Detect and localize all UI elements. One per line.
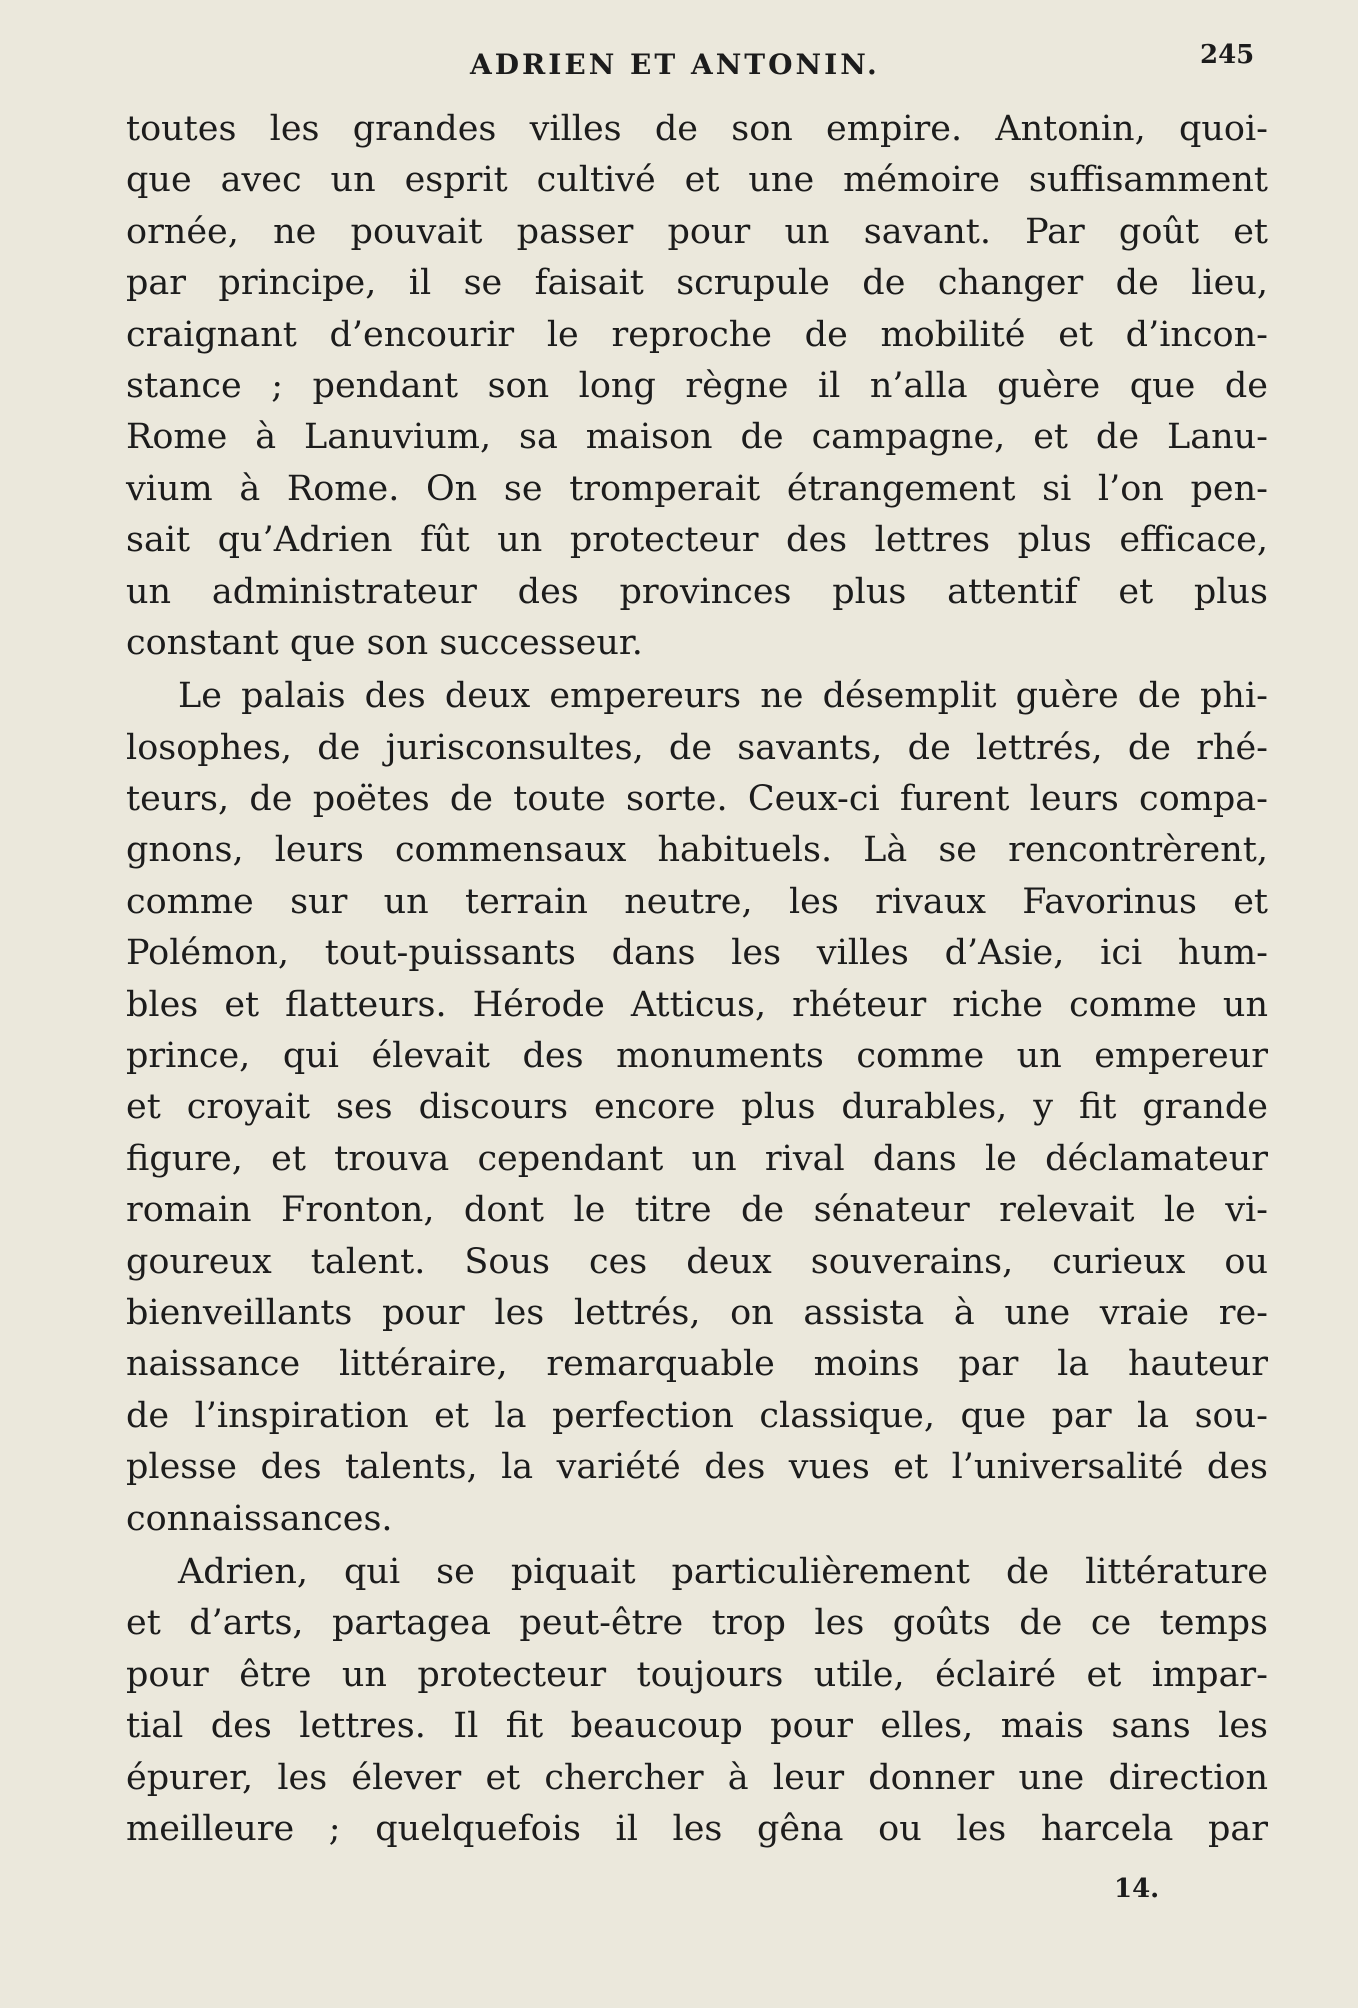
text-line: meilleure ; quelquefois il les gêna ou les harcela par (126, 1808, 1268, 1849)
text-line: stance ; pendant son long règne il n’alla guère que de (126, 365, 1268, 406)
text-line: connaissances. (126, 1498, 393, 1539)
text-line: romain Fronton, dont le titre de sénateur relevait le vi- (126, 1190, 1268, 1231)
text-line: constant que son successeur. (126, 622, 643, 663)
text-line: Le palais des deux empereurs ne désemplit guère de phi- (178, 676, 1268, 717)
body-text (126, 104, 1268, 1855)
running-title: ADRIEN ET ANTONIN. (470, 48, 880, 81)
page-number: 245 (1200, 40, 1255, 70)
text-line: teurs, de poëtes de toute sorte. Ceux-ci furent leurs compa- (126, 779, 1268, 820)
text-line: comme sur un terrain neutre, les rivaux Favorinus et (126, 881, 1268, 922)
text-line: et croyait ses discours encore plus durables, y fit grande (126, 1087, 1268, 1128)
text-line: plesse des talents, la variété des vues et l’universalité des (126, 1447, 1268, 1488)
text-line: Polémon, tout-puissants dans les villes d’Asie, ici hum- (126, 933, 1268, 974)
text-line: prince, qui élevait des monuments comme un empereur (126, 1036, 1268, 1077)
text-line: figure, et trouva cependant un rival dans le déclamateur (126, 1138, 1268, 1179)
text-line: ornée, ne pouvait passer pour un savant. Par goût et (126, 211, 1268, 252)
text-line: un administrateur des provinces plus attentif et plus (126, 571, 1268, 612)
text-line: que avec un esprit cultivé et une mémoire suffisamment (126, 160, 1268, 201)
paragraph-3 (126, 1547, 1268, 1855)
text-line: Rome à Lanuvium, sa maison de campagne, et de Lanu- (126, 417, 1268, 458)
paragraph-1 (126, 104, 1268, 669)
text-line: Adrien, qui se piquait particulièrement de littérature (178, 1551, 1268, 1592)
text-line: et d’arts, partagea peut-être trop les goûts de ce temps (126, 1603, 1268, 1644)
text-line: gnons, leurs commensaux habituels. Là se rencontrèrent, (126, 830, 1268, 871)
text-line: tial des lettres. Il fit beaucoup pour elles, mais sans les (126, 1706, 1268, 1747)
text-line: craignant d’encourir le reproche de mobilité et d’incon- (126, 314, 1268, 355)
text-line: de l’inspiration et la perfection classique, que par la sou- (126, 1395, 1268, 1436)
paragraph-2 (126, 671, 1268, 1545)
text-line: losophes, de jurisconsultes, de savants, de lettrés, de rhé- (126, 727, 1268, 768)
text-line: sait qu’Adrien fût un protecteur des lettres plus efficace, (126, 520, 1268, 561)
text-line: bienveillants pour les lettrés, on assista à une vraie re- (126, 1292, 1268, 1333)
text-line: bles et flatteurs. Hérode Atticus, rhéteur riche comme un (126, 984, 1268, 1025)
text-line: goureux talent. Sous ces deux souverains, curieux ou (126, 1241, 1268, 1282)
text-line: toutes les grandes villes de son empire. Antonin, quoi- (126, 109, 1268, 149)
text-line: vium à Rome. On se tromperait étrangement si l’on pen- (126, 468, 1268, 509)
text-line: naissance littéraire, remarquable moins par la hauteur (126, 1344, 1268, 1385)
text-line: par principe, il se faisait scrupule de changer de lieu, (126, 263, 1268, 304)
signature-mark: 14. (1114, 1874, 1160, 1904)
text-line: pour être un protecteur toujours utile, éclairé et impar- (126, 1654, 1268, 1695)
text-line: épurer, les élever et chercher à leur donner une direction (126, 1757, 1268, 1798)
